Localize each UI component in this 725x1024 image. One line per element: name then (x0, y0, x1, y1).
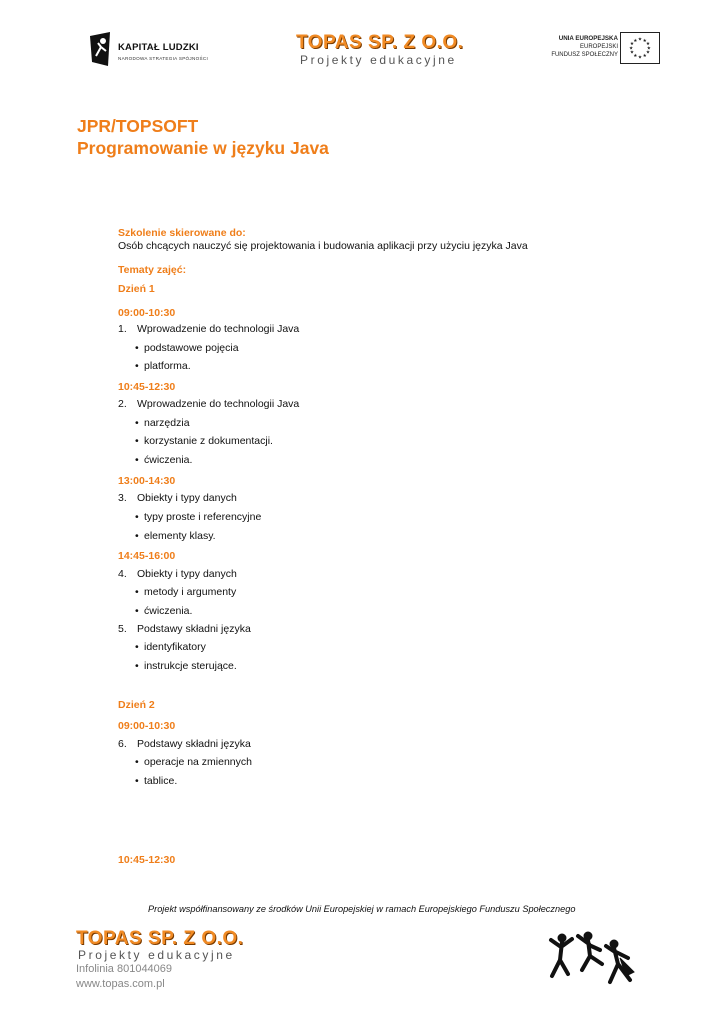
title-course-name: Programowanie w języku Java (77, 138, 329, 158)
bullet-item: • podstawowe pojęcia (135, 342, 239, 354)
topic-title: Wprowadzenie do technologii Java (137, 398, 300, 410)
bullet-item: • elementy klasy. (135, 530, 216, 542)
session-time: 09:00-10:30 (118, 307, 176, 319)
bullet-icon: • (135, 660, 139, 672)
bullet-item: • korzystanie z dokumentacji. (135, 435, 273, 447)
topic-title: Obiekty i typy danych (137, 568, 237, 580)
topas-logo-name: TOPAS SP. Z O.O. (296, 32, 464, 53)
jumping-people-icon (548, 930, 638, 990)
session-time: 13:00-14:30 (118, 475, 176, 487)
bullet-item: • instrukcje sterujące. (135, 660, 237, 672)
footer-topas-name: TOPAS SP. Z O.O. (76, 928, 244, 949)
svg-text:★: ★ (645, 50, 651, 56)
footer-website: www.topas.com.pl (76, 978, 165, 990)
topic-title: Podstawy składni języka (137, 738, 251, 750)
topic-item (118, 398, 299, 411)
svg-text:★: ★ (645, 42, 651, 48)
ue-line2: EUROPEJSKI (579, 44, 618, 50)
bullet-icon: • (135, 342, 139, 354)
bullet-item: • operacje na zmiennych (135, 756, 252, 768)
footer-cofinancing-note: Projekt współfinansowany ze środków Unii Europejskiej w ramach Europejskiego Funduszu Społecznego (148, 904, 576, 914)
footer-topas-tagline: Projekty edukacyjne (78, 948, 235, 962)
bullet-icon: • (135, 454, 139, 466)
day2-label: Dzień 2 (118, 699, 155, 711)
topas-logo-tagline: Projekty edukacyjne (300, 53, 457, 67)
bullet-icon: • (135, 756, 139, 768)
topic-item (118, 738, 251, 751)
svg-text:★: ★ (628, 46, 634, 52)
topic-item (118, 623, 251, 636)
audience-text: Osób chcących nauczyć się projektowania i budowania aplikacji przy użyciu języka Java (118, 240, 528, 252)
bullet-item: • tablice. (135, 775, 178, 787)
topic-item (118, 323, 299, 336)
eu-flag-icon (620, 32, 660, 64)
topic-title: Wprowadzenie do technologii Java (137, 323, 300, 335)
svg-text:★: ★ (637, 37, 643, 43)
bullet-icon: • (135, 641, 139, 653)
kapital-ludzki-mark-icon (88, 32, 112, 68)
svg-text:★: ★ (637, 55, 643, 61)
svg-text:★: ★ (633, 38, 638, 44)
svg-text:★: ★ (642, 38, 647, 44)
session-time: 10:45-12:30 (118, 854, 176, 866)
bullet-item: • typy proste i referencyjne (135, 511, 262, 523)
topic-number: 3. (118, 492, 127, 504)
bullet-item: • identyfikatory (135, 641, 206, 653)
topas-logo (296, 32, 464, 72)
topic-item (118, 568, 237, 581)
bullet-icon: • (135, 586, 139, 598)
kapital-ludzki-subtitle: NARODOWA STRATEGIA SPÓJNOŚCI (118, 56, 209, 61)
svg-text:★: ★ (629, 42, 635, 48)
bullet-icon: • (135, 511, 139, 523)
session-time: 14:45-16:00 (118, 550, 176, 562)
bullet-item: • platforma. (135, 360, 191, 372)
kapital-ludzki-logo (88, 32, 238, 72)
ue-line1: UNIA EUROPEJSKA (558, 35, 618, 42)
bullet-icon: • (135, 435, 139, 447)
document-title (77, 115, 329, 159)
bullet-icon: • (135, 775, 139, 787)
bullet-item: • metody i argumenty (135, 586, 237, 598)
topic-number: 2. (118, 398, 127, 410)
bullet-item: • ćwiczenia. (135, 605, 193, 617)
bullet-icon: • (135, 360, 139, 372)
ue-logo (530, 32, 662, 66)
bullet-icon: • (135, 417, 139, 429)
topic-title: Podstawy składni języka (137, 623, 251, 635)
audience-heading: Szkolenie skierowane do: (118, 227, 246, 239)
svg-text:★: ★ (629, 50, 635, 56)
svg-text:★: ★ (646, 46, 652, 52)
svg-text:★: ★ (642, 53, 647, 59)
topic-number: 6. (118, 738, 127, 750)
bullet-icon: • (135, 605, 139, 617)
topic-item (118, 492, 237, 505)
session-time: 10:45-12:30 (118, 381, 176, 393)
topic-title: Obiekty i typy danych (137, 492, 237, 504)
svg-text:★: ★ (633, 53, 638, 59)
bullet-icon: • (135, 530, 139, 542)
ue-logo-text (551, 35, 618, 59)
topic-number: 5. (118, 623, 127, 635)
day1-label: Dzień 1 (118, 283, 155, 295)
footer-contact (76, 962, 172, 992)
bullet-item: • narzędzia (135, 417, 190, 429)
kapital-ludzki-name: KAPITAŁ LUDZKI (118, 42, 199, 53)
bullet-item: • ćwiczenia. (135, 454, 193, 466)
footer-infolinia: Infolinia 801044069 (76, 963, 173, 975)
topic-number: 4. (118, 568, 127, 580)
session-time: 09:00-10:30 (118, 720, 176, 732)
ue-line3: FUNDUSZ SPOŁECZNY (551, 52, 618, 58)
title-code: JPR/TOPSOFT (77, 116, 199, 136)
topic-number: 1. (118, 323, 127, 335)
topics-heading: Tematy zajęć: (118, 264, 187, 276)
